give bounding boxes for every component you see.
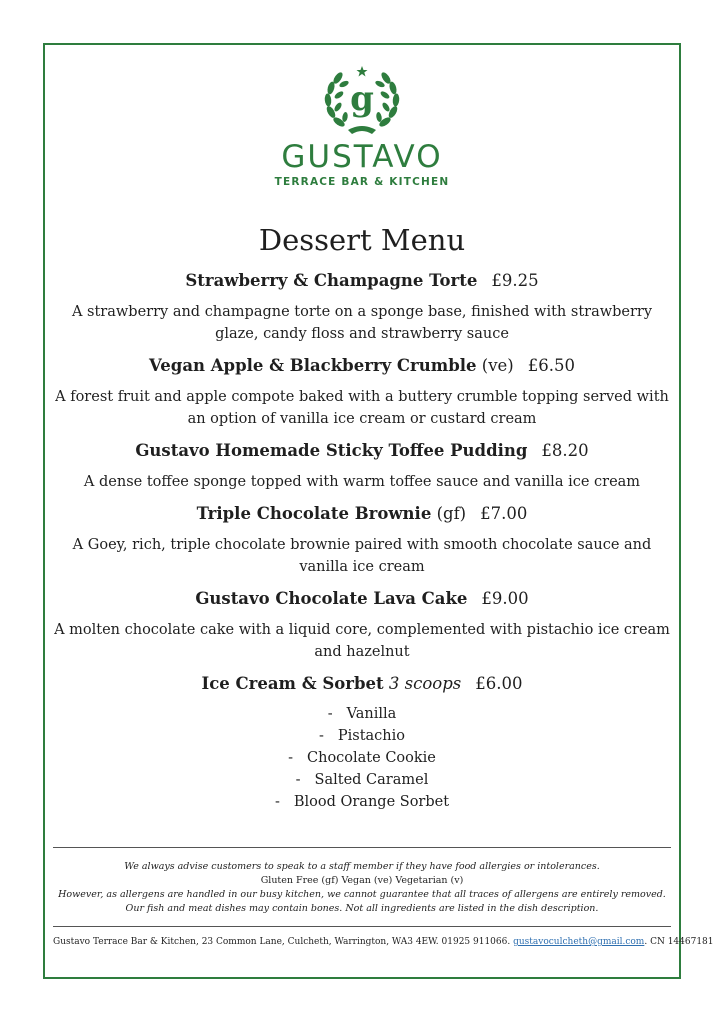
divider (53, 926, 671, 927)
flavour-name: Vanilla (346, 706, 397, 722)
item-name: Triple Chocolate Brownie (196, 504, 432, 523)
item-name: Vegan Apple & Blackberry Crumble (149, 356, 477, 375)
list-dash: - (274, 794, 280, 810)
list-dash: - (288, 750, 294, 766)
brand-tagline: TERRACE BAR & KITCHEN (274, 176, 450, 188)
flavour-name: Blood Orange Sorbet (293, 794, 450, 810)
menu-content (50, 220, 674, 813)
item-description: A forest fruit and apple compote baked with a buttery crumble topping served with an option of vanilla ice cream or custard cream (55, 389, 669, 427)
item-price: £6.00 (475, 674, 523, 693)
brand-name: GUSTAVO (281, 139, 443, 175)
item-name: Strawberry & Champagne Torte (185, 271, 478, 290)
item-dietary-note: (ve) (481, 356, 514, 375)
item-portion-note: 3 scoops (388, 674, 462, 693)
list-item (50, 769, 674, 791)
menu-title: Dessert Menu (258, 223, 466, 257)
divider (53, 847, 671, 848)
brand-logo (0, 64, 724, 188)
allergen-disclaimer: However, as allergens are handled in our busy kitchen, we cannot guarantee that all traces of allergens are entirely removed. (58, 889, 666, 900)
list-item (50, 747, 674, 769)
flavour-name: Chocolate Cookie (307, 750, 436, 766)
list-dash: - (318, 728, 324, 744)
bones-disclaimer: Our fish and meat dishes may contain bones. Not all ingredients are listed in the dish description. (125, 903, 599, 914)
list-item (50, 791, 674, 813)
email-link[interactable]: gustavoculcheth@gmail.com (513, 937, 645, 947)
item-name: Gustavo Chocolate Lava Cake (195, 589, 468, 608)
flavour-name: Pistachio (337, 728, 406, 744)
menu-item-heading (50, 440, 674, 462)
item-description: A molten chocolate cake with a liquid core, complemented with pistachio ice cream and hazelnut (54, 622, 670, 660)
dietary-key: Gluten Free (gf) Vegan (ve) Vegetarian (v) (260, 875, 464, 886)
allergen-notice (53, 860, 671, 916)
allergen-advice: We always advise customers to speak to a staff member if they have food allergies or intolerances. (124, 861, 600, 872)
flavour-list (50, 703, 674, 813)
menu-item-heading (50, 673, 674, 695)
item-price: £8.20 (541, 441, 589, 460)
logo-letter: g (350, 79, 374, 119)
item-description: A Goey, rich, triple chocolate brownie paired with smooth chocolate sauce and vanilla ice cream (72, 537, 652, 575)
menu-item-heading (50, 270, 674, 292)
list-item (50, 725, 674, 747)
list-item (50, 703, 674, 725)
item-dietary-note: (gf) (436, 504, 467, 523)
menu-item-heading (50, 588, 674, 610)
list-dash: - (327, 706, 333, 722)
item-name: Gustavo Homemade Sticky Toffee Pudding (135, 441, 528, 460)
item-description: A dense toffee sponge topped with warm toffee sauce and vanilla ice cream (83, 474, 641, 490)
laurel-wreath-icon (320, 64, 404, 136)
item-price: £7.00 (480, 504, 528, 523)
item-name: Ice Cream & Sorbet (201, 674, 384, 693)
footer-address: Gustavo Terrace Bar & Kitchen, 23 Common Lane, Culcheth, Warrington, WA3 4EW. 01925 911066. (53, 937, 511, 947)
menu-item-heading (50, 355, 674, 377)
item-description: A strawberry and champagne torte on a sponge base, finished with strawberry glaze, candy floss and strawberry sauce (71, 304, 653, 342)
company-number: . CN 14467181 (644, 937, 714, 947)
item-price: £9.00 (481, 589, 529, 608)
footer (53, 935, 714, 949)
flavour-name: Salted Caramel (314, 772, 429, 788)
item-price: £6.50 (527, 356, 575, 375)
menu-item-heading (50, 503, 674, 525)
list-dash: - (295, 772, 301, 788)
item-price: £9.25 (491, 271, 539, 290)
